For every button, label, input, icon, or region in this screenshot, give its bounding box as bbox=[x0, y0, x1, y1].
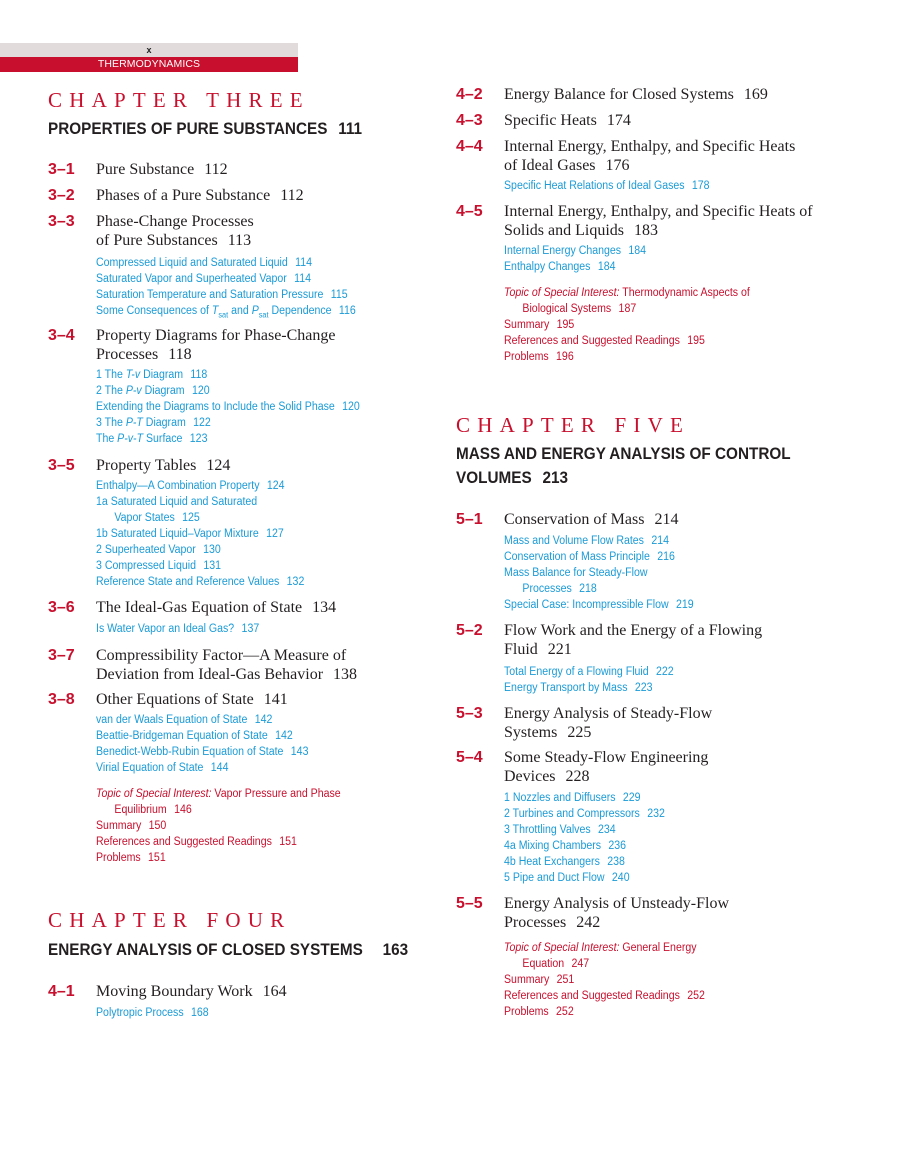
toc-subsection[interactable]: Mass and Volume Flow Rates 214 bbox=[504, 535, 669, 547]
toc-subsection[interactable]: Special Case: Incompressible Flow 219 bbox=[504, 599, 694, 611]
toc-subsection[interactable]: Is Water Vapor an Ideal Gas? 137 bbox=[96, 623, 260, 635]
toc-subsection[interactable]: 2 The P-v Diagram 120 bbox=[96, 385, 210, 397]
toc-subsection[interactable]: Processes 218 bbox=[522, 583, 597, 595]
toc-topic-special-interest[interactable]: Topic of Special Interest: Thermodynamic Aspects of bbox=[504, 287, 750, 299]
toc-topic-special-interest-cont[interactable]: Equation 247 bbox=[522, 958, 590, 970]
toc-topic-special-interest-cont[interactable]: Equilibrium 146 bbox=[114, 804, 192, 816]
toc-subsection[interactable]: Benedict-Webb-Rubin Equation of State 143 bbox=[96, 746, 309, 758]
toc-subsection[interactable]: 2 Superheated Vapor 130 bbox=[96, 544, 221, 556]
toc-summary[interactable]: Summary 251 bbox=[504, 974, 575, 986]
chapter-3-extras bbox=[96, 786, 362, 866]
toc-references[interactable]: References and Suggested Readings 151 bbox=[96, 836, 297, 848]
toc-subsection[interactable]: Saturated Vapor and Superheated Vapor 114 bbox=[96, 273, 312, 285]
toc-references[interactable]: References and Suggested Readings 252 bbox=[504, 990, 705, 1002]
chapter-4-label: CHAPTER FOUR bbox=[48, 908, 292, 932]
chapter-5-extras bbox=[504, 940, 722, 1020]
toc-summary[interactable]: Summary 150 bbox=[96, 820, 167, 832]
toc-subsection[interactable]: Specific Heat Relations of Ideal Gases 178 bbox=[504, 180, 710, 192]
toc-subsection[interactable]: Total Energy of a Flowing Fluid 222 bbox=[504, 666, 674, 678]
subsections-5-2 bbox=[504, 664, 688, 696]
subsections-4-4 bbox=[504, 178, 727, 194]
toc-subsection[interactable]: 1 Nozzles and Diffusers 229 bbox=[504, 792, 641, 804]
toc-subsection[interactable]: 1 The T-v Diagram 118 bbox=[96, 369, 208, 381]
toc-subsection[interactable]: Conservation of Mass Principle 216 bbox=[504, 551, 675, 563]
subsections-3-4 bbox=[96, 367, 383, 447]
toc-subsection[interactable]: 1b Saturated Liquid–Vapor Mixture 127 bbox=[96, 528, 284, 540]
toc-subsection[interactable]: Extending the Diagrams to Include the Solid Phase 120 bbox=[96, 401, 360, 413]
toc-subsection[interactable]: Polytropic Process 168 bbox=[96, 1007, 209, 1019]
toc-problems[interactable]: Problems 252 bbox=[504, 1006, 574, 1018]
toc-subsection[interactable]: 3 The P-T Diagram 122 bbox=[96, 417, 211, 429]
toc-subsection[interactable]: Mass Balance for Steady-Flow bbox=[504, 567, 648, 579]
toc-subsection[interactable]: Compressed Liquid and Saturated Liquid 114 bbox=[96, 257, 312, 269]
toc-subsection[interactable]: Virial Equation of State 144 bbox=[96, 762, 229, 774]
subsections-5-4 bbox=[504, 790, 679, 886]
toc-topic-special-interest[interactable]: Topic of Special Interest: Vapor Pressure and Phase bbox=[96, 788, 341, 800]
chapter-3-title[interactable]: PROPERTIES OF PURE SUBSTANCES 111 bbox=[48, 119, 363, 138]
subsections-3-8 bbox=[96, 712, 327, 776]
toc-subsection[interactable]: Internal Energy Changes 184 bbox=[504, 245, 647, 257]
toc-subsection[interactable]: 1a Saturated Liquid and Saturated bbox=[96, 496, 258, 508]
subsections-3-6 bbox=[96, 621, 273, 637]
running-header: THERMODYNAMICS bbox=[0, 57, 298, 72]
subsections-3-5 bbox=[96, 478, 322, 590]
toc-subsection[interactable]: Energy Transport by Mass 223 bbox=[504, 682, 653, 694]
toc-subsection[interactable]: Beattie-Bridgeman Equation of State 142 bbox=[96, 730, 293, 742]
toc-subsection[interactable]: 3 Throttling Valves 234 bbox=[504, 824, 616, 836]
subsections-5-1 bbox=[504, 533, 710, 613]
toc-summary[interactable]: Summary 195 bbox=[504, 319, 575, 331]
subsections-4-5 bbox=[504, 243, 658, 275]
toc-subsection[interactable]: Saturation Temperature and Saturation Pressure 115 bbox=[96, 289, 348, 301]
toc-subsection[interactable]: 4b Heat Exchangers 238 bbox=[504, 856, 625, 868]
toc-subsection[interactable]: The P-v-T Surface 123 bbox=[96, 433, 208, 445]
toc-subsection[interactable]: Reference State and Reference Values 132 bbox=[96, 576, 305, 588]
chapter-4-extras bbox=[504, 285, 771, 365]
toc-subsection[interactable]: 5 Pipe and Duct Flow 240 bbox=[504, 872, 630, 884]
toc-subsection[interactable]: Some Consequences of $T_{sat}$ and $P_{sat}$ Dependence 116 bbox=[96, 305, 356, 320]
toc-subsection[interactable]: van der Waals Equation of State 142 bbox=[96, 714, 273, 726]
toc-topic-special-interest[interactable]: Topic of Special Interest: General Energy bbox=[504, 942, 697, 954]
chapter-5-label: CHAPTER FIVE bbox=[456, 413, 690, 437]
page-number: x bbox=[0, 43, 298, 57]
toc-subsection[interactable]: 2 Turbines and Compressors 232 bbox=[504, 808, 665, 820]
subsections-3-3 bbox=[96, 255, 378, 323]
toc-subsection[interactable]: 4a Mixing Chambers 236 bbox=[504, 840, 627, 852]
toc-subsection[interactable]: Enthalpy—A Combination Property 124 bbox=[96, 480, 285, 492]
toc-subsection[interactable]: Enthalpy Changes 184 bbox=[504, 261, 616, 273]
chapter-4-title[interactable]: ENERGY ANALYSIS OF CLOSED SYSTEMS 163 bbox=[48, 940, 409, 959]
toc-problems[interactable]: Problems 196 bbox=[504, 351, 574, 363]
toc-subsection[interactable]: Vapor States 125 bbox=[114, 512, 200, 524]
toc-problems[interactable]: Problems 151 bbox=[96, 852, 166, 864]
chapter-5-title[interactable]: MASS AND ENERGY ANALYSIS OF CONTROL VOLUMES 213 bbox=[456, 444, 791, 487]
toc-references[interactable]: References and Suggested Readings 195 bbox=[504, 335, 705, 347]
toc-subsection[interactable]: 3 Compressed Liquid 131 bbox=[96, 560, 221, 572]
subsections-4-1 bbox=[96, 1005, 218, 1021]
chapter-3-label: CHAPTER THREE bbox=[48, 88, 310, 112]
toc-topic-special-interest-cont[interactable]: Biological Systems 187 bbox=[522, 303, 637, 315]
